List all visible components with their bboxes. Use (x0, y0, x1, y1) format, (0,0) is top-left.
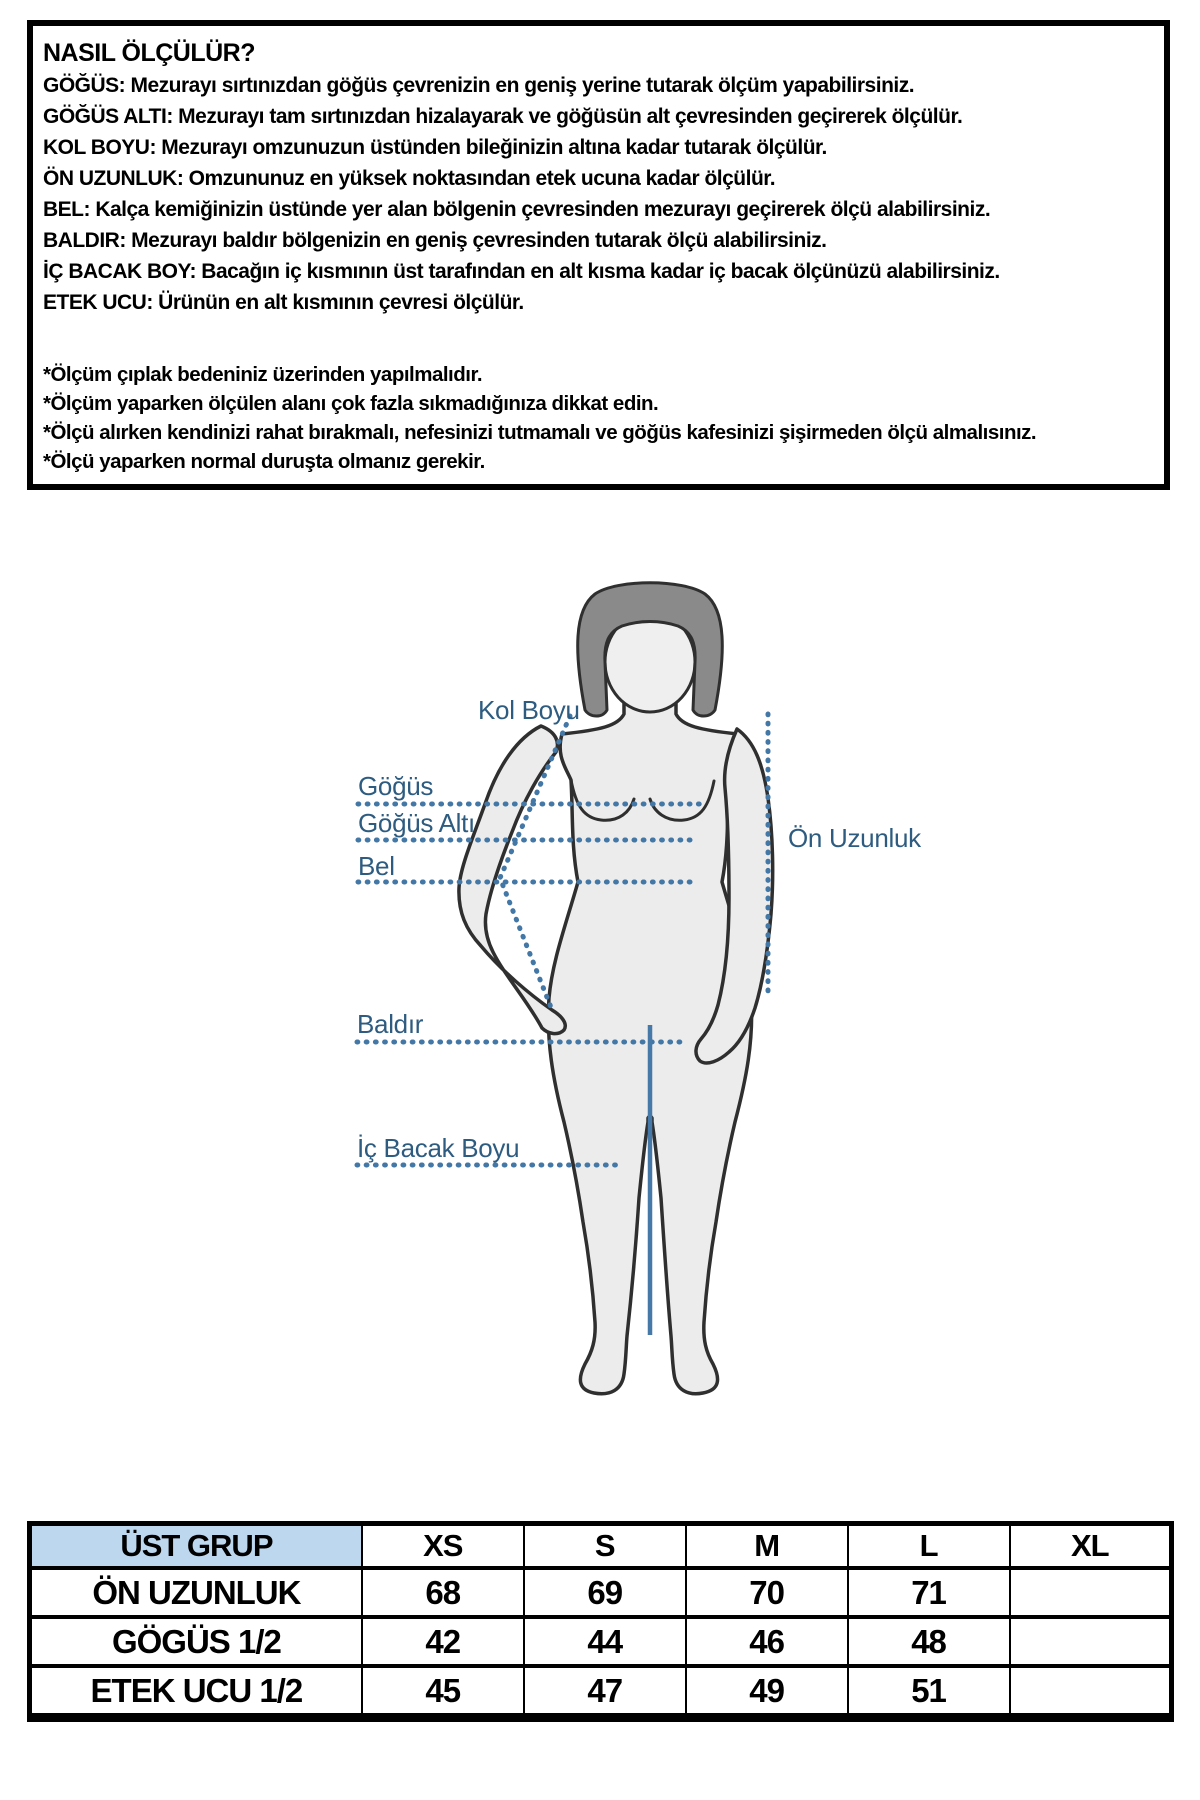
instruction-line-gogus: GÖĞÜS: Mezurayı sırtınızdan göğüs çevrenizin en geniş yerine tutarak ölçüm yapabilirsiniz. (43, 74, 915, 97)
label-gogus-alti: Göğüs Altı (358, 808, 475, 838)
size-table-header-row (30, 1524, 1172, 1569)
cell-value: 47 (524, 1666, 686, 1718)
instruction-line-gogus-alti: GÖĞÜS ALTI: Mezurayı tam sırtınızdan hizalayarak ve göğüsün alt çevresinden geçirerek ölçülür. (43, 105, 963, 128)
note-line-1: *Ölçüm çıplak bedeniniz üzerinden yapılmalıdır. (43, 363, 483, 386)
cell-value: 51 (848, 1666, 1010, 1718)
label-gogus: Göğüs (358, 771, 434, 801)
cell-value (1010, 1617, 1172, 1666)
size-header-s: S (524, 1524, 686, 1569)
label-ic-bacak-boyu: İç Bacak Boyu (357, 1133, 520, 1163)
cell-value: 69 (524, 1568, 686, 1617)
instruction-line-baldir: BALDIR: Mezurayı baldır bölgenizin en geniş çevresinden tutarak ölçü alabilirsiniz. (43, 229, 827, 252)
label-bel: Bel (358, 851, 395, 881)
table-row-on-uzunluk (30, 1568, 1172, 1617)
instruction-line-ic-bacak: İÇ BACAK BOY: Bacağın iç kısmının üst tarafından en alt kısma kadar iç bacak ölçünüzü alabilirsiniz. (43, 260, 1000, 283)
instruction-line-on-uzunluk: ÖN UZUNLUK: Omzununuz en yüksek noktasından etek ucuna kadar ölçülür. (43, 167, 776, 190)
cell-value: 45 (362, 1666, 524, 1718)
instruction-line-bel: BEL: Kalça kemiğinizin üstünde yer alan bölgenin çevresinden mezurayı geçirerek ölçü alabilirsiniz. (43, 198, 991, 221)
note-line-3: *Ölçü alırken kendinizi rahat bırakmalı, nefesinizi tutmamalı ve göğüs kafesinizi şişirmeden ölçü almalısınız. (43, 421, 1037, 444)
cell-value: 71 (848, 1568, 1010, 1617)
cell-value (1010, 1568, 1172, 1617)
row-label: GÖGÜS 1/2 (30, 1617, 362, 1666)
size-header-xs: XS (362, 1524, 524, 1569)
cell-value: 48 (848, 1617, 1010, 1666)
cell-value: 70 (686, 1568, 848, 1617)
size-header-l: L (848, 1524, 1010, 1569)
label-kol-boyu: Kol Boyu (478, 695, 580, 725)
instruction-line-etek-ucu: ETEK UCU: Ürünün en alt kısmının çevresi ölçülür. (43, 291, 524, 314)
note-line-2: *Ölçüm yaparken ölçülen alanı çok fazla sıkmadığınıza dikkat edin. (43, 392, 659, 415)
table-row-gogus (30, 1617, 1172, 1666)
label-baldir: Baldır (357, 1009, 424, 1039)
label-on-uzunluk: Ön Uzunluk (788, 823, 921, 853)
cell-value: 68 (362, 1568, 524, 1617)
cell-value: 49 (686, 1666, 848, 1718)
cell-value: 46 (686, 1617, 848, 1666)
row-label: ETEK UCU 1/2 (30, 1666, 362, 1718)
note-line-4: *Ölçü yaparken normal duruşta olmanız gerekir. (43, 450, 485, 473)
instructions-title: NASIL ÖLÇÜLÜR? (43, 39, 255, 67)
size-header-m: M (686, 1524, 848, 1569)
table-row-etek-ucu (30, 1666, 1172, 1718)
cell-value: 42 (362, 1617, 524, 1666)
cell-value (1010, 1666, 1172, 1718)
row-label: ÖN UZUNLUK (30, 1568, 362, 1617)
instruction-line-kol-boyu: KOL BOYU: Mezurayı omzunuzun üstünden bileğinizin altına kadar tutarak ölçülür. (43, 136, 827, 159)
size-table-group-header: ÜST GRUP (30, 1524, 362, 1569)
size-table (27, 1521, 1174, 1722)
size-header-xl: XL (1010, 1524, 1172, 1569)
cell-value: 44 (524, 1617, 686, 1666)
